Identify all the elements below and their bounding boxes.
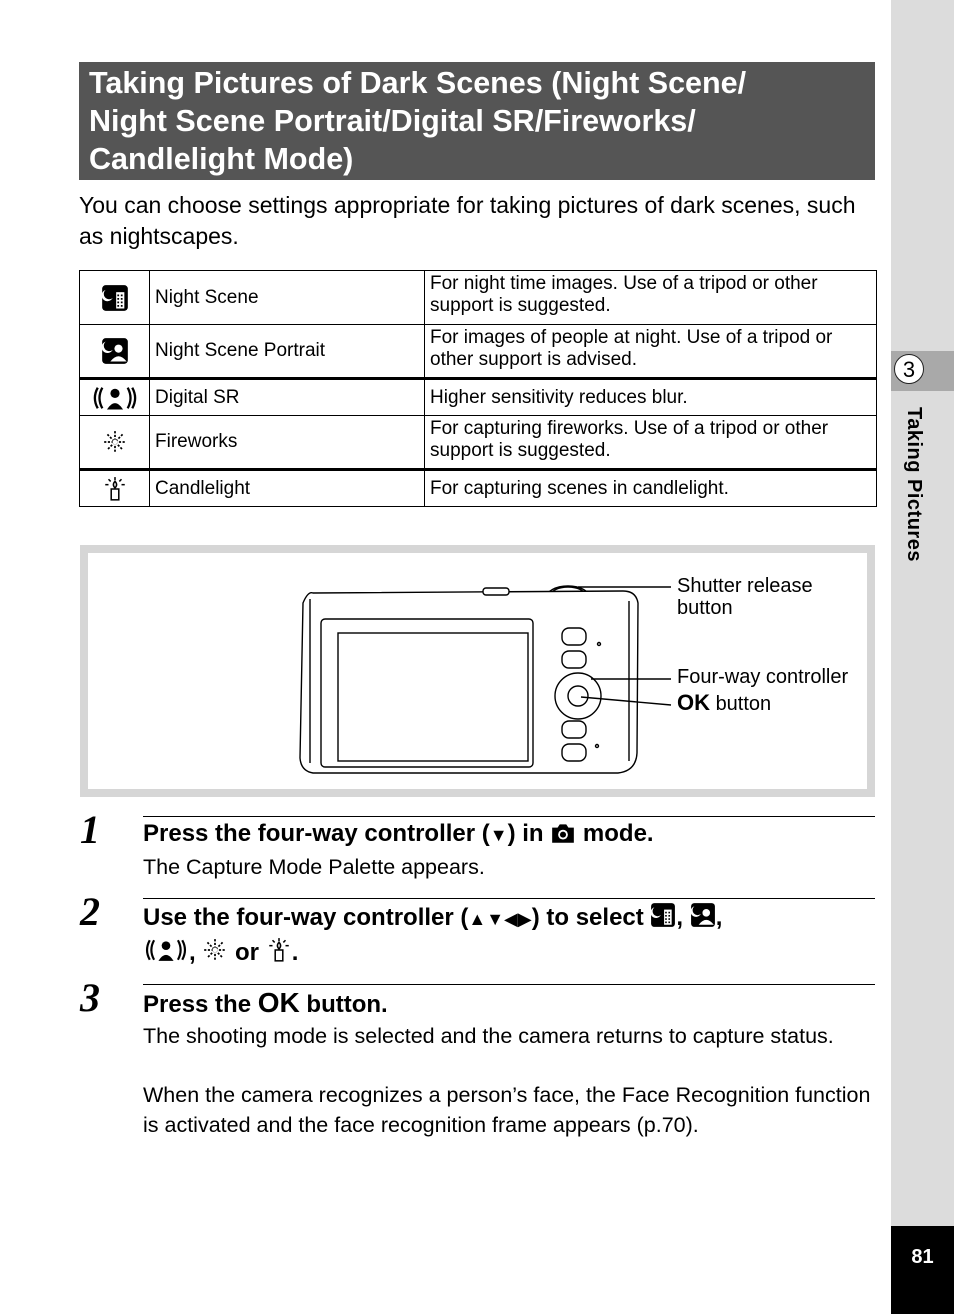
step-number: 2	[80, 889, 100, 934]
down-arrow-icon: ▼	[489, 825, 508, 845]
mode-description: For capturing scenes in candlelight.	[425, 470, 877, 507]
ok-glyph: OK	[677, 690, 710, 715]
mode-name: Night Scene Portrait	[150, 325, 425, 379]
mode-description: For capturing fireworks. Use of a tripod or other support is suggested.	[425, 416, 877, 470]
page-number: 81	[891, 1226, 954, 1314]
step-2-heading: Use the four-way controller (▲▼◀▶) to select , , , or .	[143, 904, 723, 966]
page-title	[79, 62, 875, 180]
step-number: 1	[80, 807, 100, 852]
title-line-2: Night Scene Portrait/Digital SR/Fireworks/	[89, 104, 696, 138]
night-scene-portrait-icon	[101, 337, 129, 365]
step-3-body-2: When the camera recognizes a person’s face, the Face Recognition function is activated and the face recognition frame appears (p.70).	[143, 1083, 871, 1137]
title-text	[89, 64, 865, 178]
step-divider	[143, 898, 875, 899]
step-divider	[143, 984, 875, 985]
intro-text: You can choose settings appropriate for taking pictures of dark scenes, such as nightscapes.	[79, 192, 856, 249]
ok-glyph: OK	[257, 987, 300, 1018]
candlelight-icon	[102, 476, 128, 502]
arrow-icons: ▲▼◀▶	[468, 909, 532, 929]
table-row	[80, 271, 877, 325]
candlelight-icon	[266, 937, 292, 963]
step-1-heading: Press the four-way controller (▼) in mode.	[143, 820, 654, 847]
side-tab	[891, 0, 954, 1314]
chapter-number: 3	[894, 354, 924, 384]
mode-table	[79, 270, 877, 507]
night-scene-icon	[650, 902, 676, 928]
camera-illustration	[80, 545, 875, 797]
four-way-controller-label: Four-way controller	[677, 666, 849, 688]
digital-sr-icon	[92, 384, 138, 412]
table-row	[80, 416, 877, 470]
step-3-body-1: The shooting mode is selected and the camera returns to capture status.	[143, 1024, 834, 1048]
table-row	[80, 325, 877, 379]
table-row	[80, 470, 877, 507]
night-scene-portrait-icon	[690, 902, 716, 928]
title-line-1: Taking Pictures of Dark Scenes (Night Scene/	[89, 66, 747, 100]
mode-description: For night time images. Use of a tripod or other support is suggested.	[425, 271, 877, 325]
ok-button-label: OK button	[677, 690, 772, 715]
mode-name: Candlelight	[150, 470, 425, 507]
chapter-label: Taking Pictures	[903, 407, 925, 562]
table-row	[80, 379, 877, 416]
camera-icon	[550, 822, 576, 844]
fireworks-icon	[102, 429, 128, 455]
step-number: 3	[80, 975, 100, 1020]
shutter-release-label: Shutter release button	[677, 575, 813, 619]
digital-sr-icon	[143, 937, 189, 963]
mode-name: Digital SR	[150, 379, 425, 416]
mode-name: Night Scene	[150, 271, 425, 325]
title-line-3: Candlelight Mode)	[89, 142, 354, 176]
mode-description: Higher sensitivity reduces blur.	[425, 379, 877, 416]
night-scene-icon	[101, 284, 129, 312]
mode-description: For images of people at night. Use of a tripod or other support is advised.	[425, 325, 877, 379]
fireworks-icon	[202, 937, 228, 963]
step-1-body: The Capture Mode Palette appears.	[143, 855, 485, 879]
mode-name: Fireworks	[150, 416, 425, 470]
step-3-heading: Press the OK button.	[143, 987, 388, 1018]
